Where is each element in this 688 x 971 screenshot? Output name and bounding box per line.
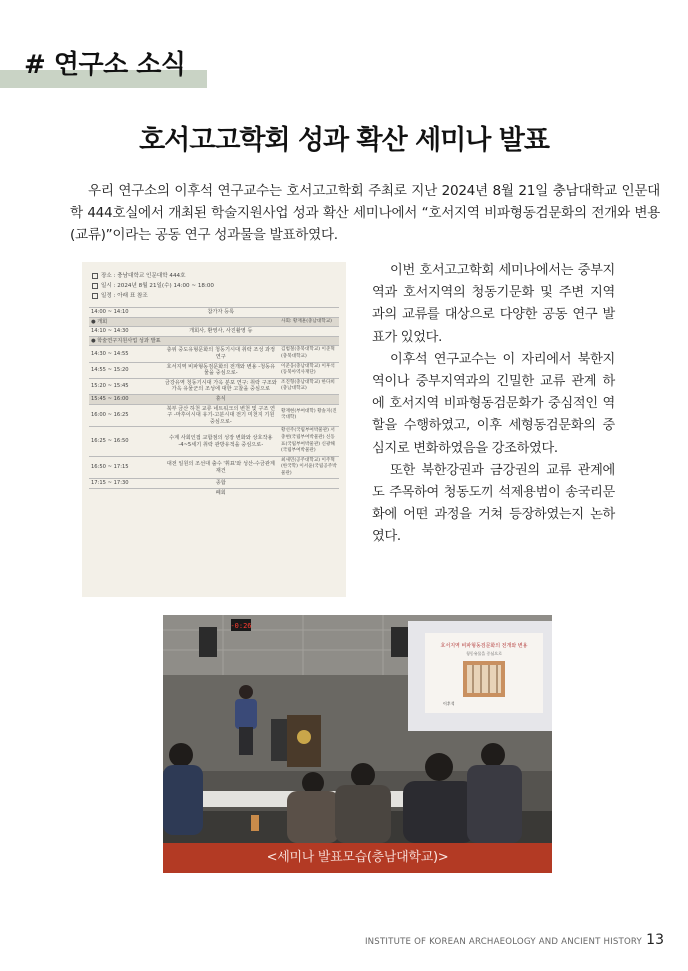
- program-people: [279, 327, 339, 337]
- program-row: [89, 362, 339, 378]
- seminar-photo: [163, 615, 552, 843]
- screen-presenter: 이후석: [443, 701, 455, 706]
- seminar-program-image: [82, 262, 346, 597]
- section-label: # 연구소 소식: [24, 50, 186, 80]
- footer-institute: INSTITUTE OF KOREAN ARCHAEOLOGY AND ANCIENT HISTORY: [364, 937, 642, 947]
- program-row: [89, 394, 339, 404]
- program-people: 사회: 황재훈(충남대학교): [279, 317, 339, 327]
- program-content: [163, 336, 279, 346]
- program-table: [89, 307, 339, 498]
- program-time: [89, 489, 163, 498]
- program-info-line: 일정 : 아래 표 참조: [92, 291, 336, 301]
- program-content: 북부 금산 하천 교류 네트워크의 변천 및 구조 연구 -마후이시대 유기-고분시대 전기 미천지 기원 중심으로-: [163, 404, 279, 427]
- program-time: 16:25 ~ 16:50: [89, 427, 163, 456]
- program-time: 15:45 ~ 16:00: [89, 394, 163, 404]
- side-text: [372, 260, 615, 549]
- program-row: [89, 427, 339, 456]
- program-content: 층위 중도유형문화의 청동기시대 취락 조성 과정 연구: [163, 346, 279, 362]
- program-content: 수계 사회인접 교합점의 성장 변화와 상호작용 -4~5세기 취락 관방유적을 중심으로-: [163, 427, 279, 456]
- program-content: 호서지역 비파형동검문화의 전개와 변용 -청동유물을 중심으로-: [163, 362, 279, 378]
- program-time: 14:00 ~ 14:10: [89, 308, 163, 318]
- program-people: [279, 394, 339, 404]
- program-content: 폐회: [163, 489, 279, 498]
- photo-caption: <세미나 발표모습(충남대학교)>: [163, 843, 552, 873]
- side-paragraph: 또한 북한강권과 금강권의 교류 관계에도 주목하여 청동도끼 석제용범이 송국리문화에 어떤 과정을 거쳐 등장하였는지 논하였다.: [372, 462, 615, 545]
- program-row: [89, 327, 339, 337]
- program-time: 16:00 ~ 16:25: [89, 404, 163, 427]
- program-row: [89, 317, 339, 327]
- program-info-line: 일시 : 2024년 8월 21일(수) 14:00 ~ 18:00: [92, 281, 336, 291]
- program-content: 금강유역 청동기시대 가옥 분포 연구: 취락 구조와 가옥 유물군의 조성에 대한 고찰을 중심으로: [163, 378, 279, 394]
- side-paragraph: 이번 호서고고학회 세미나에서는 중부지역과 호서지역의 청동기문화 및 주변 지역과의 교류를 대상으로 다양한 공동 연구 발표가 있었다.: [372, 263, 615, 345]
- screen-title: 호서지역 비파형동검문화의 전개와 변용: [440, 643, 528, 649]
- program-time: 17:15 ~ 17:30: [89, 479, 163, 489]
- program-time: ● 개회: [89, 317, 163, 327]
- program-time: 14:10 ~ 14:30: [89, 327, 163, 337]
- screen-subtitle: 청동유물을 중심으로: [465, 651, 503, 656]
- program-content: 휴식: [163, 394, 279, 404]
- program-row: [89, 308, 339, 318]
- program-people: [279, 308, 339, 318]
- program-content: 개회사, 환영사, 사진촬영 등: [163, 327, 279, 337]
- program-people: 김범철(충북대학교) 이준혁(충북대학교): [279, 346, 339, 362]
- seminar-photo-illustration: [163, 615, 552, 843]
- program-row: [89, 479, 339, 489]
- program-people: [279, 336, 339, 346]
- section-tag: [0, 40, 210, 90]
- program-row: [89, 404, 339, 427]
- program-row: [89, 378, 339, 394]
- article-title: 호서고고학회 성과 확산 세미나 발표: [139, 125, 549, 156]
- intro-paragraph: 우리 연구소의 이후석 연구교수는 호서고고학회 주최로 지난 2024년 8월 21일 충남대학교 인문대학 444호실에서 개최된 학술지원사업 성과 확산 세미나에서 “호서지역 비파형동검문화의 전개와 변용(교류)”이라는 공동 연구 성과물을 발표하였다.: [70, 183, 660, 243]
- program-info-line: 장소 : 충남대학교 인문대학 444호: [92, 271, 336, 281]
- program-content: 대전 일원의 조선대 출수 '휘표'와 성산-수금관계 재건: [163, 456, 279, 479]
- program-people: [279, 489, 339, 498]
- program-people: 황재현(부여대학) 황솔지(진국대학): [279, 404, 339, 427]
- program-people: 최새민(공주대학교) 이주혁(한국학) 이서윤(국립공주박물관): [279, 456, 339, 479]
- program-content: 종합: [163, 479, 279, 489]
- program-people: 조진형(충남대학교) 한다희(충남대학교): [279, 378, 339, 394]
- clock-text: -0:26: [230, 622, 252, 630]
- program-people: 이준웅(충남대학교) 이후석(동북아역사재단): [279, 362, 339, 378]
- program-row: [89, 456, 339, 479]
- program-row: [89, 336, 339, 346]
- program-content: [163, 317, 279, 327]
- side-paragraph: 이후석 연구교수는 이 자리에서 북한지역이나 중부지역과의 긴밀한 교류 관계 하에 호서지역 비파형동검문화가 중심적인 역할을 수행하였고, 이후 세형동검문화의 중심지로 변화하였음을 강조하였다.: [372, 351, 615, 456]
- program-time: 16:50 ~ 17:15: [89, 456, 163, 479]
- program-time: 14:30 ~ 14:55: [89, 346, 163, 362]
- program-content: 참가자 등록: [163, 308, 279, 318]
- program-info: [82, 262, 346, 307]
- program-time: 14:55 ~ 15:20: [89, 362, 163, 378]
- program-time: 15:20 ~ 15:45: [89, 378, 163, 394]
- program-time: ● 학술연구지원사업 성과 발표: [89, 336, 163, 346]
- program-people: 황선주(국립부여박물관) 서충현(국립부여박물관) 신동표(국립부여박물관) 신광해(국립부여박물관): [279, 427, 339, 456]
- page-number: 13: [646, 932, 664, 948]
- program-row: [89, 346, 339, 362]
- program-people: [279, 479, 339, 489]
- program-row: [89, 489, 339, 498]
